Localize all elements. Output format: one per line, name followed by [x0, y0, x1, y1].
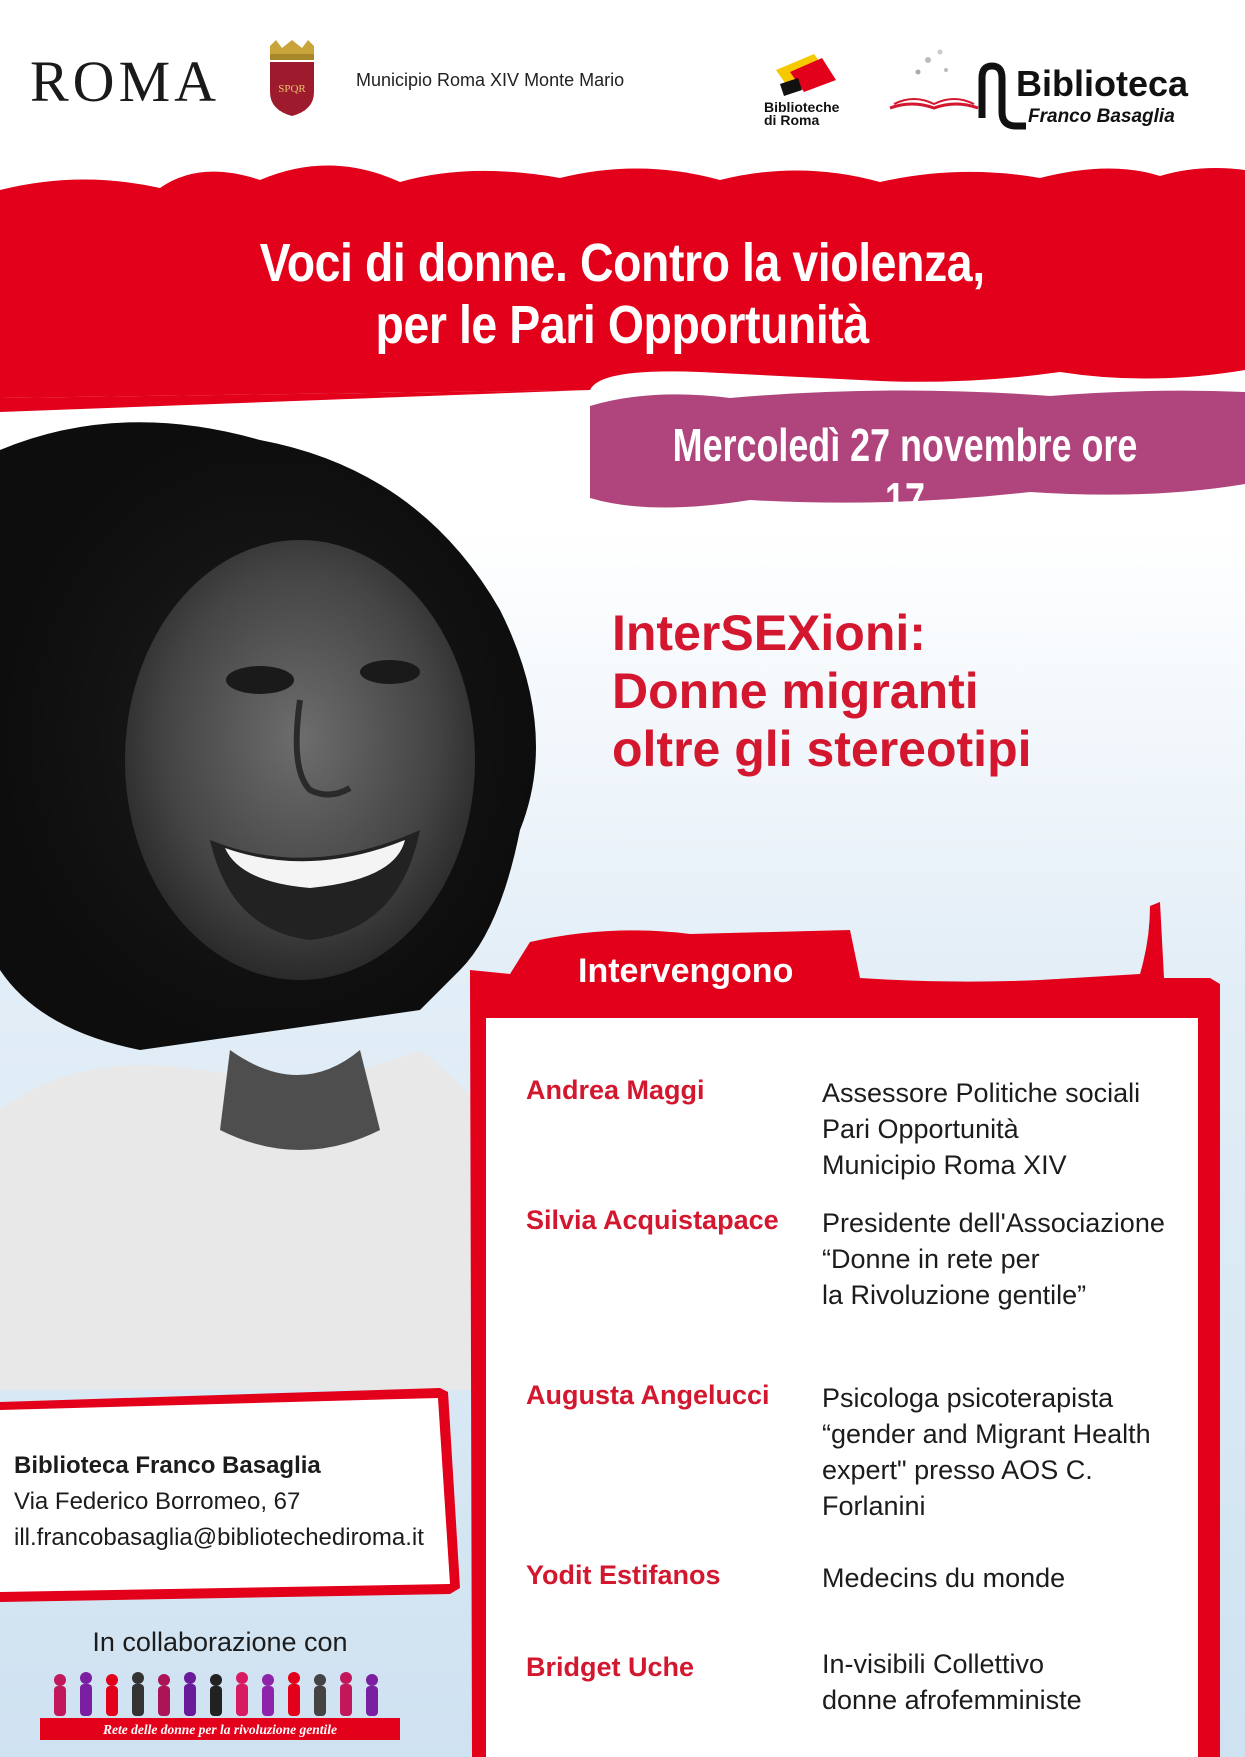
role-line: “Donne in rete per [822, 1244, 1040, 1274]
biblioteca-subtitle: Franco Basaglia [1028, 106, 1175, 127]
venue-address: Via Federico Borromeo, 67 [14, 1488, 301, 1515]
venue-email[interactable]: ill.francobasaglia@bibliotechediroma.it [14, 1524, 424, 1551]
speaker-role [822, 1560, 1192, 1596]
role-line: Presidente dell'Associazione [822, 1208, 1165, 1238]
role-line: Medecins du monde [822, 1563, 1066, 1593]
biblioteca-franco-basaglia-logo [888, 42, 1228, 134]
municipio-label: Municipio Roma XIV Monte Mario [356, 70, 625, 90]
speaker-name: Augusta Angelucci [526, 1380, 770, 1410]
role-line: donne afrofemministe [822, 1685, 1082, 1715]
role-line: In-visibili Collettivo [822, 1649, 1045, 1679]
biblioteche-line2: di Roma [764, 112, 820, 126]
role-line: la Rivoluzione gentile” [822, 1280, 1087, 1310]
speaker-role [822, 1646, 1192, 1718]
venue-info [14, 1448, 464, 1556]
title-line-2: per le Pari Opportunità [375, 295, 869, 355]
speaker-name: Yodit Estifanos [526, 1560, 721, 1590]
rete-donne-logo [40, 1666, 400, 1742]
biblioteche-di-roma-logo [762, 50, 854, 126]
crest-text: SPQR [278, 83, 306, 95]
subtitle-line-1: InterSEXioni: [612, 605, 926, 661]
speakers-heading: Intervengono [578, 952, 794, 990]
role-line: “gender and Migrant Health [822, 1419, 1151, 1449]
subtitle-line-2: Donne migranti [612, 663, 979, 719]
title-line-1: Voci di donne. Contro la violenza, [259, 233, 985, 293]
collaboration-label: In collaborazione con [92, 1627, 348, 1657]
role-line: Assessore Politiche sociali [822, 1078, 1141, 1108]
event-date: Mercoledì 27 novembre ore 17 [672, 419, 1138, 525]
event-subtitle [612, 604, 1232, 778]
speaker-role [822, 1380, 1192, 1524]
role-line: Municipio Roma XIV [822, 1150, 1067, 1180]
venue-name: Biblioteca Franco Basaglia [14, 1452, 321, 1479]
speaker-role [822, 1205, 1192, 1313]
partner-name: Rete delle donne per la rivoluzione gentile [103, 1722, 337, 1737]
speaker-role [822, 1075, 1192, 1183]
role-line: expert" presso AOS C. [822, 1455, 1093, 1485]
role-line: Forlanini [822, 1491, 926, 1521]
event-title [87, 232, 1158, 356]
role-line: Pari Opportunità [822, 1114, 1019, 1144]
speaker-name: Bridget Uche [526, 1652, 695, 1682]
role-line: Psicologa psicoterapista [822, 1383, 1114, 1413]
speaker-name: Silvia Acquistapace [526, 1205, 779, 1235]
subtitle-line-3: oltre gli stereotipi [612, 721, 1032, 777]
speaker-name: Andrea Maggi [526, 1075, 705, 1105]
biblioteca-title: Biblioteca [1016, 63, 1189, 104]
biblioteche-line1: Biblioteche [764, 99, 840, 115]
roma-wordmark: ROMA [30, 49, 221, 114]
roma-crest-icon [262, 40, 322, 116]
